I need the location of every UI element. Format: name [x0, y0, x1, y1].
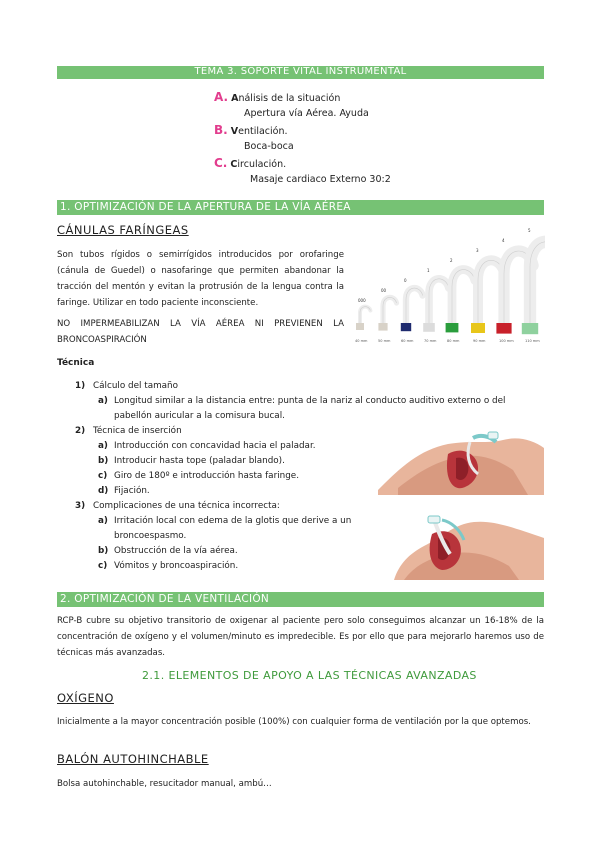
step-title: Técnica de inserción — [93, 426, 182, 436]
balloon-heading: BALÓN AUTOHINCHABLE — [57, 752, 209, 766]
document-title-bar — [57, 66, 544, 79]
sub-text: Irritación local con edema de la glotis que derive a un — [114, 516, 352, 526]
step-title: Complicaciones de una técnica incorrecta: — [93, 501, 280, 511]
outline-sub-a: Apertura vía Aérea. Ayuda — [244, 108, 369, 119]
sub-text: Longitud similar a la distancia entre: punta de la nariz al conducto auditivo externo o del — [114, 396, 506, 406]
cannula-size-label: 00 — [381, 288, 387, 293]
head-profile-image — [394, 514, 544, 580]
sub-text: Introducción con concavidad hacia el paladar. — [114, 441, 316, 451]
sub-letter: b) — [98, 456, 109, 466]
step-number: 3) — [75, 501, 86, 511]
sub-text: Giro de 180º e introducción hasta faringe. — [114, 471, 300, 481]
outline-item-b — [214, 123, 464, 139]
cannula-flange — [401, 323, 411, 331]
cannula-tube — [383, 297, 397, 327]
outline-letter: A. — [214, 90, 229, 104]
outline-sub-c: Masaje cardiaco Externo 30:2 — [250, 174, 391, 185]
cannula-length-label: 40 mm — [355, 339, 368, 343]
step-number: 1) — [75, 381, 86, 391]
cannula-size-label: 2 — [450, 258, 453, 263]
technique-label: Técnica — [57, 358, 95, 368]
cannula-size-label: 0 — [404, 278, 407, 283]
sub-letter: a) — [98, 396, 108, 406]
step-1 — [75, 379, 545, 394]
outline-sub-b: Boca-boca — [244, 141, 294, 152]
cannula-flange — [496, 323, 511, 334]
outline-item-c — [214, 156, 464, 172]
step-1-sub-a-cont — [75, 409, 545, 424]
sub-text: Obstrucción de la vía aérea. — [114, 546, 238, 556]
outline-label: nálisis de la situación — [238, 93, 341, 104]
cannulas-heading: CÁNULAS FARÍNGEAS — [57, 223, 189, 237]
sub-text: Vómitos y broncoaspiración. — [114, 561, 239, 571]
cannula-tube — [530, 242, 545, 327]
step-3 — [75, 499, 545, 514]
sub-text: pabellón auricular a la comisura bucal. — [114, 411, 285, 421]
cannula-sizes-image — [350, 225, 545, 345]
sub-text: Fijación. — [114, 486, 150, 496]
section-2-title: 2. OPTIMIZACIÓN DE LA VENTILACIÓN — [60, 593, 270, 605]
insertion-illustration — [378, 430, 544, 495]
outline-label: irculación. — [237, 159, 287, 170]
cannula-length-label: 90 mm — [473, 339, 486, 343]
section-1-title: 1. OPTIMIZACIÓN DE LA APERTURA DE LA VÍA AÉREA — [60, 201, 351, 213]
sub-text: broncoespasmo. — [114, 531, 187, 541]
sub-letter: d) — [98, 486, 109, 496]
sub-letter: a) — [98, 441, 108, 451]
cannulas-warning: NO IMPERMEABILIZAN LA VÍA AÉREA NI PREVIENEN LA BRONCOASPIRACIÓN — [57, 319, 344, 345]
section-1-bar — [57, 200, 544, 215]
outline-item-a — [214, 90, 464, 106]
cannula-size-label: 5 — [528, 228, 531, 233]
cannula-length-label: 50 mm — [378, 339, 391, 343]
head-profile-image — [378, 430, 544, 495]
outline-letter: B. — [214, 123, 228, 137]
cannula-length-label: 110 mm — [525, 339, 540, 343]
cannula-size-label: 4 — [502, 238, 505, 243]
cannula-length-label: 100 mm — [499, 339, 514, 343]
oxygen-heading: OXÍGENO — [57, 691, 114, 705]
oxygen-text: Inicialmente a la mayor concentración posible (100%) con cualquier forma de ventilación por la que optemos. — [57, 717, 531, 727]
sub-letter: a) — [98, 516, 108, 526]
ventilation-paragraph: RCP-B cubre su objetivo transitorio de oxigenar al paciente pero solo conseguimos alcanzar un 16-18% de la concentración de oxígeno y el volumen/minuto es impredecible. Es por ello que para mejorarlo haremos uso de técnicas más avanzadas. — [57, 616, 544, 658]
cannula-size-label: 000 — [358, 298, 366, 303]
cannula-length-label: 60 mm — [401, 339, 414, 343]
step-number: 2) — [75, 426, 86, 436]
cannula-flange — [423, 323, 435, 332]
step-1-sub-a — [75, 394, 545, 409]
cannula-flange — [356, 323, 364, 330]
outline-letter: C. — [214, 156, 228, 170]
sub-letter: b) — [98, 546, 109, 556]
section-2-bar — [57, 592, 544, 607]
outline-initial: A — [231, 93, 239, 104]
placement-illustration — [394, 514, 544, 580]
sub-text: Introducir hasta tope (paladar blando). — [114, 456, 285, 466]
cannula-size-label: 1 — [427, 268, 430, 273]
cannula-size-label: 3 — [476, 248, 479, 253]
cannula-flange — [471, 323, 485, 333]
cannula-length-label: 70 mm — [424, 339, 437, 343]
sub-letter: c) — [98, 471, 108, 481]
abc-outline — [214, 90, 464, 187]
cannula-flange — [522, 323, 538, 334]
outline-initial: V — [230, 126, 239, 137]
cannula-tube — [452, 270, 475, 327]
balloon-text: Bolsa autohinchable, resucitador manual, ambú… — [57, 779, 272, 789]
outline-initial: C — [230, 159, 238, 170]
document-title: TEMA 3. SOPORTE VITAL INSTRUMENTAL — [194, 66, 407, 77]
step-title: Cálculo del tamaño — [93, 381, 179, 391]
sub-letter: c) — [98, 561, 108, 571]
outline-label: entilación. — [238, 126, 288, 137]
cannula-figure — [350, 225, 545, 345]
cannulas-paragraph: Son tubos rígidos o semirrígidos introducidos por orofaringe (cánula de Guedel) o nasofaringe que permiten abandonar la tracción del mentón y evitan la protrusión de la lengua contra la faringe. Utilizar en todo paciente inconsciente. — [57, 250, 344, 308]
cannula-flange — [378, 323, 387, 331]
cannula-tube — [429, 279, 449, 327]
subsection-title: 2.1. ELEMENTOS DE APOYO A LAS TÉCNICAS AVANZADAS — [142, 669, 477, 682]
cannula-tube — [406, 288, 423, 327]
cannula-length-label: 80 mm — [447, 339, 460, 343]
cannula-flange — [446, 323, 459, 332]
